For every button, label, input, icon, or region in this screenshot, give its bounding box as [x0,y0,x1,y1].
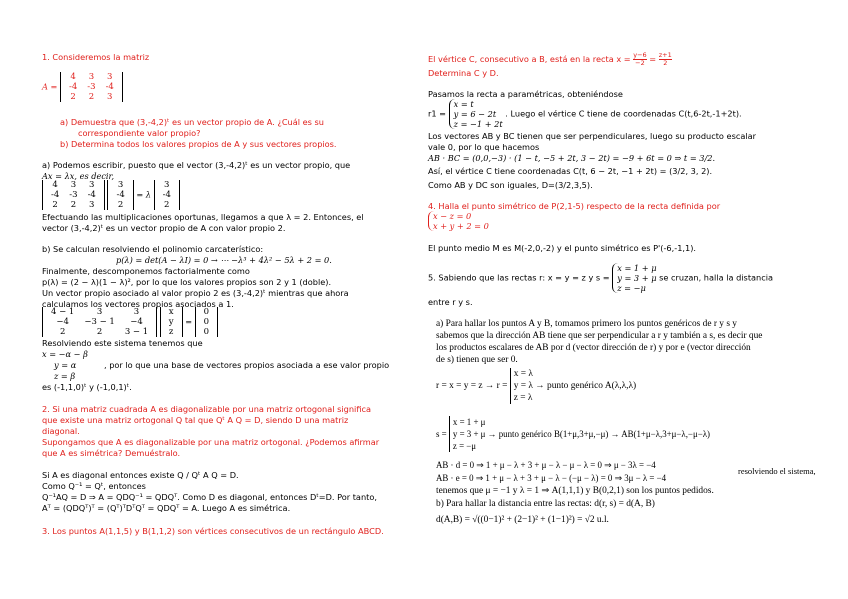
matrix-cell: 3 − 1 [124,327,149,337]
matrix-cell: -4 [87,190,96,200]
solution-3-line4: vale 0, por lo que hacemos [428,142,540,152]
vector-cell: 0 [203,307,210,317]
solution-a-line4: vector (3,-4,2)ᵗ es un vector propio de A con valor propio 2. [42,223,286,233]
solution-3-line6: Así, el vértice C tiene coordenadas C(t, 6 − 2t, −1 + 2t) = (3/2, 3, 2). [428,166,713,176]
matrix-cell: 4 [52,180,58,190]
problem-2-line1: 2. Si una matriz cuadrada A es diagonalizable por una matriz ortogonal significa [42,404,372,414]
matrix-cell: −4 [130,317,143,327]
scan-line4: de s) tienen que ser 0. [436,355,518,365]
fraction-1: $\frac{y-6}{-2}$ [633,51,647,67]
param-line: r1 = x = t y = 6 − 2t z = −1 + 2t . Luego el vértice C tiene de coordenadas C(t,6-2t,-1+2t). [428,99,742,129]
solution-b-line3: Finalmente, descomponemos factorialmente como [42,266,250,276]
problem-3: 3. Los puntos A(1,1,5) y B(1,1,2) son vértices consecutivos de un rectángulo ABCD. [42,526,384,536]
matrix-cell: -4 [69,82,78,92]
solution-b-line1: b) Se calculan resolviendo el polinomio carcaterístico: [42,244,264,254]
matrix-cell: 3 [88,72,95,82]
matrix-cell: 3 [106,92,113,102]
solution-b-line8: , por lo que una base de vectores propios asociada a ese valor propio [104,360,390,370]
problem-1-title: 1. Consideremos la matriz [42,52,150,62]
solution-a-line1: a) Podemos escribir, puesto que el vector (3,-4,2)ᵗ es un vector propio, que [42,160,351,170]
s-system: x = 1 + μ y = 3 + μ z = −μ [612,263,656,293]
solution-3-dot-product: AB · BC = (0,0,−3) · (1 − t, −5 + 2t, 3 − 2t) = −9 + 6t = 0 ⇒ t = 3/2. [428,153,716,163]
matrix-cell: 3 [88,200,95,210]
solution-2-line1: Si A es diagonal entonces existe Q / Qᵗ A Q = D. [42,470,239,480]
sys-line1: x = −α − β [42,349,88,359]
vector-cell: -4 [116,190,125,200]
matrix-a [60,72,123,102]
matrix-cell: −3 − 1 [84,317,115,327]
scan-line1: a) Para hallar los puntos A y B, tomamos primero los puntos genéricos de r y s y [436,319,737,329]
solution-a-equation [42,180,180,210]
vector-cell: 3 [164,180,170,190]
matrix-cell: 2 [88,92,95,102]
solution-b-line6: calculamos los vectores propios asociados a 1. [42,299,234,309]
scan-eq1: AB · d = 0 ⇒ 1 + μ − λ + 3 + μ − λ − μ − λ = 0 ⇒ μ − 3λ = −4 [436,460,656,470]
matrix-a-block [42,72,123,102]
scan-line2: sabemos que la dirección AB tiene que ser perpendicular a r y también a s, es decir que [436,331,763,341]
solution-a-line2: Ax = λx, es decir, [42,171,115,181]
problem-1a-line2: correspondiente valor propio? [78,128,201,138]
characteristic-polynomial: p(λ) = det(A − λI) = 0 → ⋯ −λ³ + 4λ² − 5λ + 2 = 0. [116,255,332,265]
vector-cell: -4 [162,190,171,200]
scan-line8: b) Para hallar la distancia entre las rectas: d(r, s) = d(A, B) [436,499,655,509]
matrix-cell: -4 [105,82,114,92]
problem-1a-line1: a) Demuestra que (3,-4,2)ᵗ es un vector propio de A. ¿Cuál es su [60,117,324,127]
problem-3-line2: El vértice C, consecutivo a B, está en la recta $x = \frac{y-6}{-2}$ = $\frac{z+1}{2}$ [428,51,672,67]
solution-b-line7: Resolviendo este sistema tenemos que [42,338,203,348]
matrix-cell: 2 [70,200,77,210]
problem-5-line1: 5. Sabiendo que las rectas r: x = y = z y s = x = 1 + μ y = 3 + μ z = −μ se cruzan, halla la distancia [428,263,774,293]
scan-s-block: s = x = 1 + μ y = 3 + μ → punto genérico B(1+μ,3+μ,−μ) → AB(1+μ−λ,3+μ−λ,−μ−λ) z = −μ [436,417,710,451]
vector-cell: z [168,327,174,337]
sys-line2: y = α [54,360,77,370]
matrix-cell: 2 [96,327,103,337]
scan-resolve: resolviendo el sistema, [738,466,816,476]
vector-cell: 3 [117,180,124,190]
problem-2-line3: diagonal. [42,426,80,436]
matrix-cell: 3 [133,307,140,317]
scan-r-block: r = x = y = z → r = x = λ y = λ → punto genérico A(λ,λ,λ) z = λ [436,369,637,403]
solution-3-line1: Pasamos la recta a paramétricas, obteniéndose [428,89,623,99]
param-system: x = t y = 6 − 2t z = −1 + 2t [449,99,503,129]
solution-b-line4: p(λ) = (2 − λ)(1 − λ)², por lo que los valores propios son 2 y 1 (doble). [42,277,332,287]
vector-cell: 0 [203,317,210,327]
solution-2-line4: Aᵀ = (QDQᵀ)ᵀ = (Qᵀ)ᵀDᵀQᵀ = QDQᵀ = A. Luego A es simétrica. [42,503,291,513]
problem-2-line2: que existe una matriz ortogonal Q tal que Qᵗ A Q = D, siendo D una matriz [42,415,349,425]
problem-2-line5: que A es simétrica? Demuéstralo. [42,448,181,458]
matrix-cell: -3 [69,190,78,200]
solution-3-line7: Como AB y DC son iguales, D=(3/2,3,5). [428,180,593,190]
problem-3-line3: Determina C y D. [428,68,499,78]
matrix-cell: 4 [70,72,76,82]
solution-3-line3: Los vectores AB y BC tienen que ser perpendiculares, luego su producto escalar [428,131,757,141]
problem-1b: b) Determina todos los valores propios de A y sus vectores propios. [60,139,337,149]
problem-2-line4: Supongamos que A es diagonalizable por una matriz ortogonal. ¿Podemos afirmar [42,437,380,447]
solution-4: El punto medio M es M(-2,0,-2) y el punto simétrico es P'(-6,-1,1). [428,243,697,253]
matrix-cell: 2 [52,200,58,210]
fraction-2: $\frac{z+1}{2}$ [658,51,672,67]
scan-line3: los productos escalares de AB por d (vector dirección de r) y por e (vector dirección [436,343,751,353]
problem-4-line1: 4. Halla el punto simétrico de P(2,1-5) respecto de la recta definida por [428,201,721,211]
matrix-cell: 3 [70,180,77,190]
scan-line7: tenemos que μ = −1 y λ = 1 ⇒ A(1,1,1) y B(0,2,1) son los puntos pedidos. [436,486,714,496]
matrix-cell: 3 [106,72,113,82]
matrix-cell: −4 [56,317,69,327]
matrix-cell: 3 [88,180,95,190]
matrix-cell: 2 [59,327,66,337]
lambda-equals: = λ [136,189,151,200]
matrix-cell: -3 [87,82,96,92]
vector-cell: 2 [164,200,170,210]
matrix-cell: 2 [70,92,76,102]
vector-cell: x [168,307,174,317]
scan-distance: d(A,B) = √((0−1)² + (2−1)² + (1−1)²) = √2 u.l. [436,515,609,525]
scan-eq2: AB · e = 0 ⇒ 1 + μ − λ + 3 + μ − λ − (−μ − λ) = 0 ⇒ 3μ − λ = −4 [436,473,667,483]
problem-5-line2: entre r y s. [428,297,473,307]
vector-cell: y [168,317,174,327]
matrix-cell: -4 [51,190,60,200]
solution-a-line3: Efectuando las multiplicaciones oportunas, llegamos a que λ = 2. Entonces, el [42,212,364,222]
eigen-system: 4 − 1 3 3 −4 −3 − 1 −4 2 2 3 − 1 x y z = 0 0 0 [42,307,218,337]
solution-2-line2: Como Q⁻¹ = Qᵗ, entonces [42,481,146,491]
matrix-cell: 4 − 1 [51,307,75,317]
sys-line3: z = β [54,371,76,381]
matrix-cell: 3 [96,307,103,317]
vector-cell: 2 [117,200,124,210]
matrix-a-label: A = [42,81,58,92]
solution-2-line3: Q⁻¹AQ = D ⇒ A = QDQ⁻¹ = QDQᵀ. Como D es diagonal, entonces Dᵗ=D. Por tanto, [42,492,377,502]
vector-cell: 0 [203,327,210,337]
solution-b-line9: es (-1,1,0)ᵗ y (-1,0,1)ᵗ. [42,382,132,392]
problem-4-system: x − z = 0 x + y + 2 = 0 [428,211,489,231]
solution-b-line5: Un vector propio asociado al valor propio 2 es (3,-4,2)ᵗ mientras que ahora [42,288,349,298]
